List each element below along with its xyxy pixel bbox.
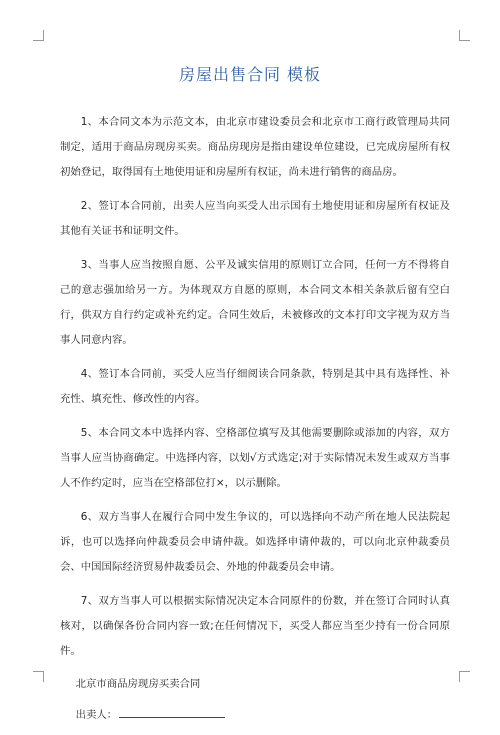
crop-mark-top-left bbox=[33, 30, 44, 41]
crop-mark-top-right bbox=[459, 30, 470, 41]
clause-6: 6、双方当事人在履行合同中发生争议的，可以选择向不动产所在地人民法院起诉，也可以选择向仲裁委员会申请仲裁。如选择申请仲裁的，可以向北京仲裁委员会、中国国际经济贸易仲裁委员会、外地的仲裁委员会申请。 bbox=[60, 511, 450, 573]
clause-7: 7、双方当事人可以根据实际情况决定本合同原件的份数，并在签订合同时认真核对，以确保各份合同内容一致;在任何情况下，买受人都应当至少持有一份合同原件。 bbox=[60, 595, 450, 657]
clause-1: 1、本合同文本为示范文本，由北京市建设委员会和北京市工商行政管理局共同制定，适用于商品房现房买卖。商品房现房是指由建设单位建设，已完成房屋所有权初始登记，取得国有土地使用证和房屋所有权证，尚未进行销售的商品房。 bbox=[60, 116, 450, 178]
clause-5: 5、本合同文本中选择内容、空格部位填写及其他需要删除或添加的内容，双方当事人应当协商确定。中选择内容，以划√方式选定;对于实际情况未发生或双方当事人不作约定时，应当在空格部位打×，以示删除。 bbox=[60, 427, 450, 489]
crop-mark-bottom-left bbox=[33, 671, 44, 682]
contract-name: 北京市商品房现房买卖合同 bbox=[75, 678, 201, 690]
document-title: 房屋出售合同 模板 bbox=[178, 65, 322, 84]
seller-line bbox=[60, 704, 450, 726]
clause-3: 3、当事人应当按照自愿、公平及诚实信用的原则订立合同，任何一方不得将自己的意志强加给另一方。为体现双方自愿的原则，本合同文本相关条款后留有空白行，供双方自行约定或补充约定。合同生效后，未被修改的文本打印文字视为双方当事人同意内容。 bbox=[60, 259, 450, 346]
seller-label: 出卖人： bbox=[75, 709, 118, 721]
seller-signature-blank[interactable] bbox=[119, 707, 225, 718]
clause-2: 2、签订本合同前，出卖人应当向买受人出示国有土地使用证和房屋所有权证及其他有关证书和证明文件。 bbox=[60, 200, 450, 237]
clause-4: 4、签订本合同前，买受人应当仔细阅读合同条款，特别是其中具有选择性、补充性、填充性、修改性的内容。 bbox=[60, 368, 450, 405]
document-body bbox=[60, 110, 450, 735]
crop-mark-bottom-right bbox=[459, 671, 470, 682]
